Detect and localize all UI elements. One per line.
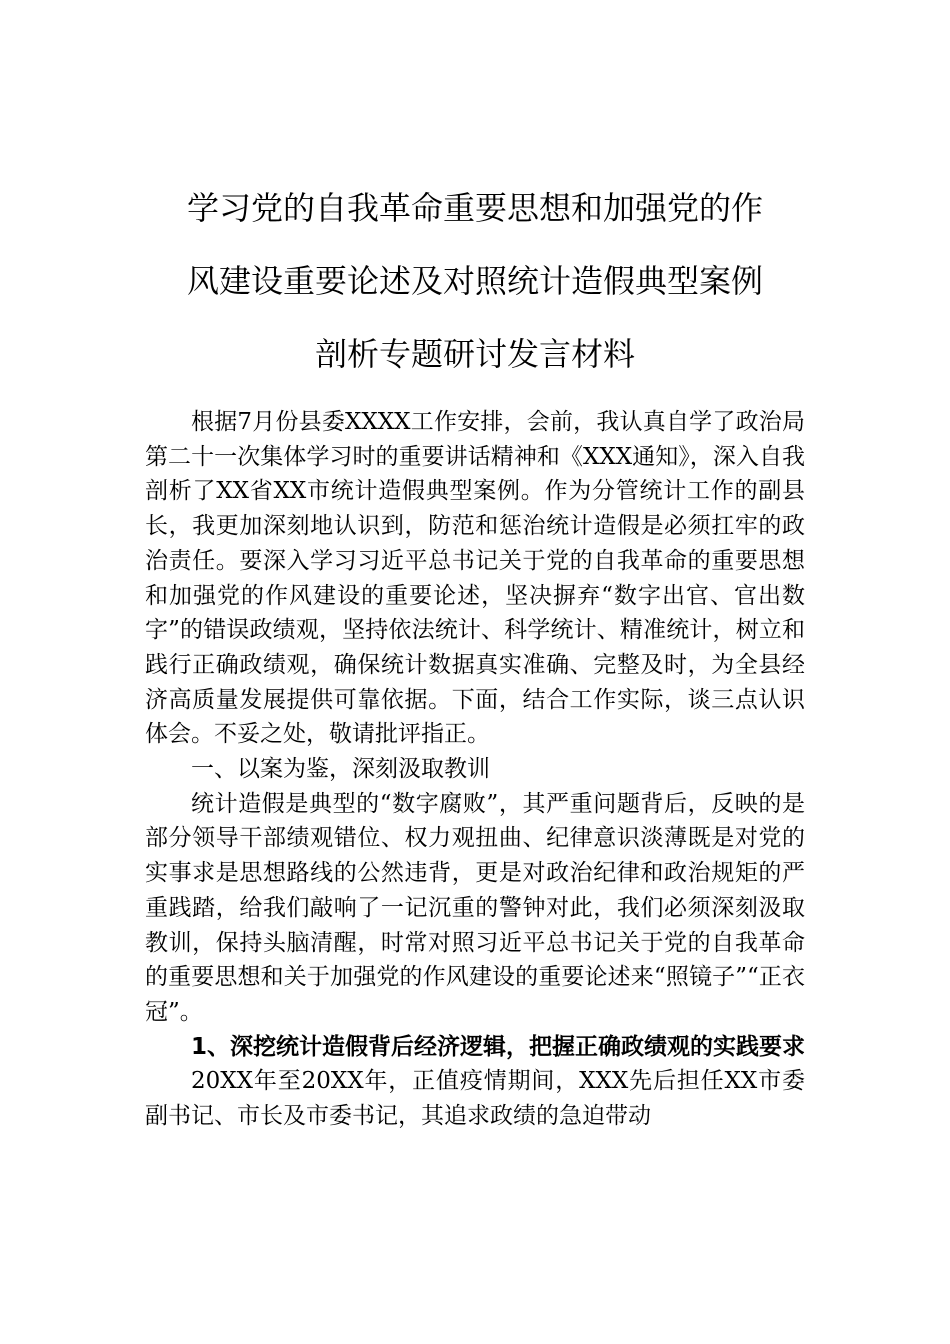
title-line-3: 剖析专题研讨发言材料: [314, 335, 635, 373]
document-body: [145, 405, 805, 1134]
section-heading-1: 一、以案为鉴，深刻汲取教训: [191, 756, 490, 783]
intro-paragraph: 根据7月份县委XXXX工作安排，会前，我认真自学了政治局第二十一次集体学习时的重要讲话精神和《XXX通知》，深入自我剖析了XX省XX市统计造假典型案例。作为分管统计工作的副县长，我更加深刻地认识到，防范和惩治统计造假是必须扛牢的政治责任。要深入学习习近平总书记关于党的自我革命的重要思想和加强党的作风建设的重要论述，坚决摒弃“数字出官、官出数字”的错误政绩观，坚持依法统计、科学统计、精准统计，树立和践行正确政绩观，确保统计数据真实准确、完整及时，为全县经济高质量发展提供可靠依据。下面，结合工作实际，谈三点认识体会。不妥之处，敬请批评指正。: [145, 409, 805, 748]
document-title: [145, 172, 805, 391]
title-line-1: 学习党的自我革命重要思想和加强党的作: [186, 189, 763, 227]
section-1-paragraph: 统计造假是典型的“数字腐败”，其严重问题背后，反映的是部分领导干部绩观错位、权力观扭曲、纪律意识淡薄既是对党的实事求是思想路线的公然违背，更是对政治纪律和政治规矩的严重践踏，给我们敲响了一记沉重的警钟对此，我们必须深刻汲取教训，保持头脑清醒，时常对照习近平总书记关于党的自我革命的重要思想和关于加强党的作风建设的重要论述来“照镜子”“正衣冠”。: [145, 790, 805, 1025]
subsection-heading-1: 1、深挖统计造假背后经济逻辑，把握正确政绩观的实践要求: [191, 1033, 806, 1060]
title-line-2: 风建设重要论述及对照统计造假典型案例: [186, 262, 763, 300]
subsection-1-paragraph: 20XX年至20XX年，正值疫情期间，XXX先后担任XX市委副书记、市长及市委书记，其追求政绩的急迫带动: [145, 1068, 805, 1130]
